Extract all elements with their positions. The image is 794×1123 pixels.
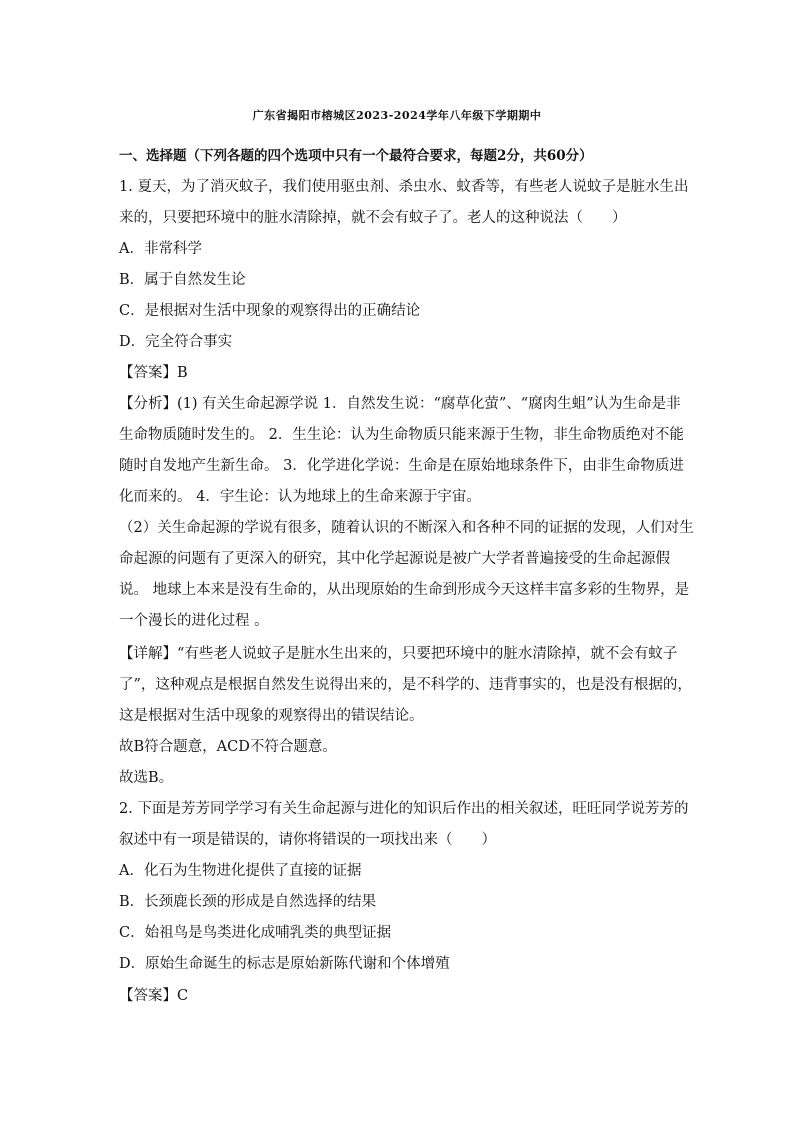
q1-option-a: A．非常科学 [119, 241, 202, 257]
q1-stem-line-1: 1. 夏天，为了消灭蚊子，我们使用驱虫剂、杀虫水、蚊香等，有些老人说蚊子是脏水生出 [119, 179, 689, 195]
q2-option-b: B．长颈鹿长颈的形成是自然选择的结果 [119, 894, 377, 910]
q1-detail-line-3: 这是根据对生活中现象的观察得出的错误结论。 [119, 708, 424, 724]
q2-stem-line-2: 叙述中有一项是错误的，请你将错误的一项找出来（ ） [119, 832, 496, 848]
section-heading: 一、选择题（下列各题的四个选项中只有一个最符合要求，每题2分，共60分） [119, 148, 593, 164]
q1-analysis-line-4: 化而来的。 4．宇生论：认为地球上的生命来源于宇宙。 [119, 489, 481, 505]
q1-analysis-line-7: 说。 地球上本来是没有生命的，从出现原始的生命到形成今天这样丰富多彩的生物界，是 [119, 582, 690, 598]
q1-detail-line-2: 了”，这种观点是根据自然发生说得出来的，是不科学的、违背事实的，也是没有根据的， [119, 677, 692, 693]
q1-option-b: B．属于自然发生论 [119, 272, 246, 288]
q1-analysis-line-1: 【分析】(1) 有关生命起源学说 1．自然发生说：“腐草化萤”、“腐肉生蛆”认为生命是非 [119, 396, 681, 412]
q2-stem-line-1: 2. 下面是芳芳同学学习有关生命起源与进化的知识后作出的相关叙述，旺旺同学说芳芳的 [119, 801, 689, 817]
q1-analysis-line-5: （2）关生命起源的学说有很多，随着认识的不断深入和各种不同的证据的发现，人们对生 [119, 520, 694, 536]
q2-option-d: D．原始生命诞生的标志是原始新陈代谢和个体增殖 [119, 956, 450, 972]
q1-analysis-line-8: 一个漫长的进化过程 。 [119, 613, 269, 629]
q2-option-a: A．化石为生物进化提供了直接的证据 [119, 863, 362, 879]
q1-stem-line-2: 来的，只要把环境中的脏水清除掉，就不会有蚊子了。老人的这种说法（ ） [119, 210, 627, 226]
q1-detail-line-5: 故选B。 [119, 770, 174, 786]
q1-option-d: D．完全符合事实 [119, 334, 233, 350]
q1-analysis-line-3: 随时自发地产生新生命。 3．化学进化学说：生命是在原始地球条件下，由非生命物质进 [119, 458, 684, 474]
q1-analysis-line-6: 命起源的问题有了更深入的研究，其中化学起源说是被广大学者普遍接受的生命起源假 [119, 551, 670, 567]
q1-analysis-line-2: 生命物质随时发生的。 2．生生论：认为生命物质只能来源于生物，非生命物质绝对不能 [119, 427, 684, 443]
q1-detail-line-1: 【详解】“有些老人说蚊子是脏水生出来的，只要把环境中的脏水清除掉，就不会有蚊子 [119, 646, 678, 662]
q1-answer: 【答案】B [119, 365, 188, 381]
q1-option-c: C．是根据对生活中现象的观察得出的正确结论 [119, 303, 421, 319]
q2-answer: 【答案】C [119, 988, 189, 1004]
q2-option-c: C．始祖鸟是鸟类进化成哺乳类的典型证据 [119, 925, 392, 941]
q1-detail-line-4: 故B符合题意，ACD不符合题意。 [119, 739, 337, 755]
document-title: 广东省揭阳市榕城区2023-2024学年八年级下学期期中 [252, 109, 542, 122]
